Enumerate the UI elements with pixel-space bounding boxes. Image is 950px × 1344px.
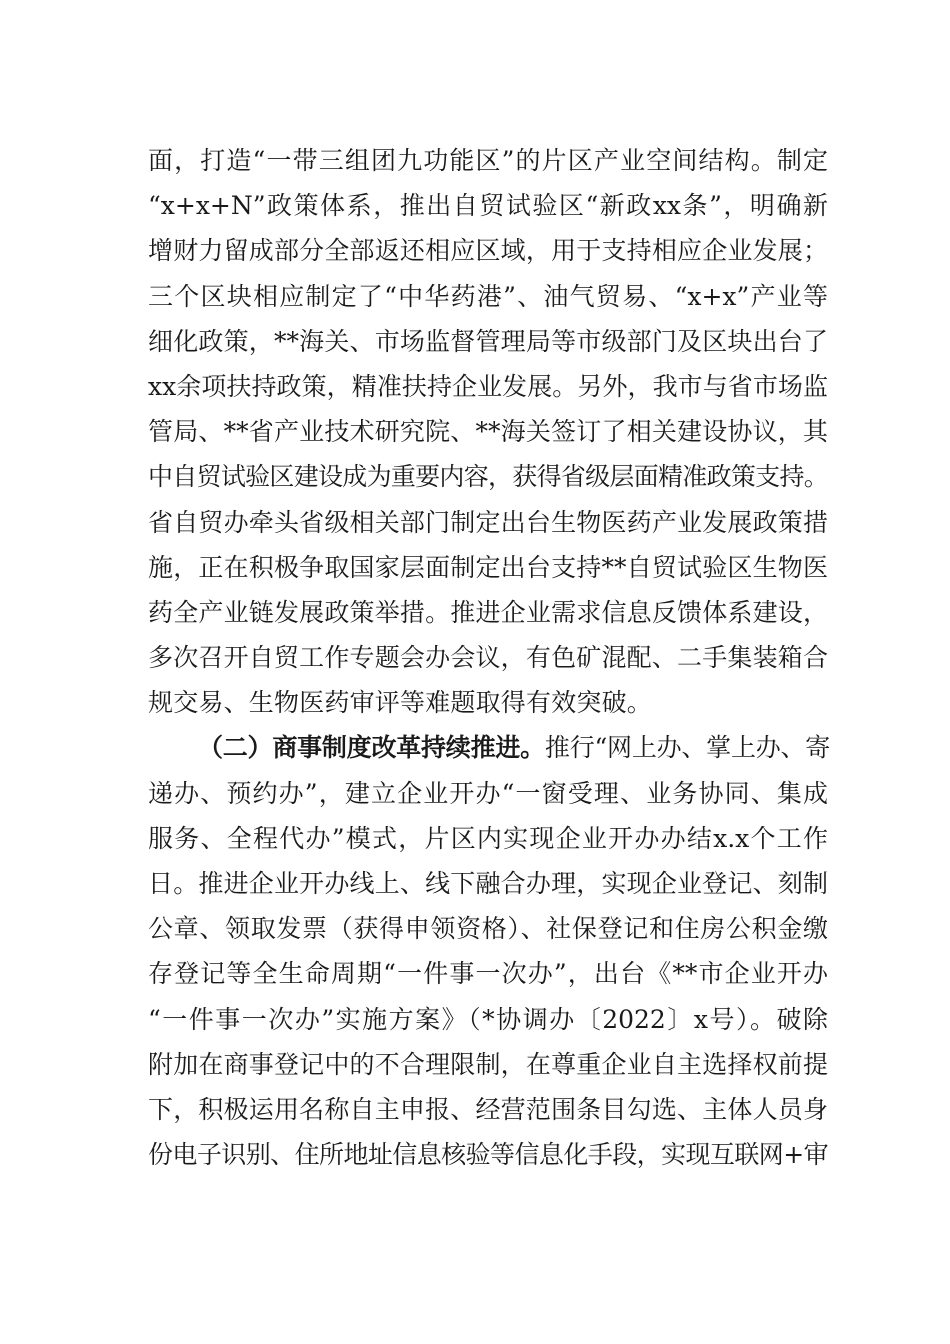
text-line: 细化政策，**海关、市场监督管理局等市级部门及区块出台了	[148, 326, 828, 356]
text-line: “一件事一次办”实施方案》（*协调办〔2022〕x号）。破除	[148, 1004, 828, 1034]
text-line: 下，积极运用名称自主申报、经营范围条目勾选、主体人员身	[148, 1094, 828, 1124]
text-line: 药全产业链发展政策举措。推进企业需求信息反馈体系建设，	[148, 597, 828, 627]
text-line: 省自贸办牵头省级相关部门制定出台生物医药产业发展政策措	[148, 507, 828, 537]
text-line: 多次召开自贸工作专题会办会议，有色矿混配、二手集装箱合	[148, 643, 828, 673]
paragraph-1	[148, 138, 828, 725]
section-2-first-line	[148, 725, 831, 770]
text-line: 增财力留成部分全部返还相应区域，用于支持相应企业发展；	[148, 236, 828, 266]
paragraph-2	[148, 771, 828, 1178]
text-line: 规交易、生物医药审评等难题取得有效突破。	[148, 688, 653, 718]
document-body	[148, 138, 831, 1177]
text-line: 三个区块相应制定了“中华药港”、油气贸易、“x+x”产业等	[148, 281, 828, 311]
text-line: 份电子识别、住所地址信息核验等信息化手段，实现互联网+审	[148, 1140, 828, 1170]
text-line: 面，打造“一带三组团九功能区”的片区产业空间结构。制定	[148, 146, 828, 175]
text-line: 公章、领取发票（获得申领资格）、社保登记和住房公积金缴	[148, 914, 828, 944]
section-2-heading: （二）商事制度改革持续推进。	[198, 733, 545, 763]
text-line: 日。推进企业开办线上、线下融合办理，实现企业登记、刻制	[148, 869, 828, 898]
text-line: xx余项扶持政策，精准扶持企业发展。另外，我市与省市场监	[148, 371, 828, 401]
text-line: 中自贸试验区建设成为重要内容，获得省级层面精准政策支持。	[148, 462, 828, 492]
text-line: “x+x+N”政策体系，推出自贸试验区“新政xx条”，明确新	[148, 191, 828, 221]
text-line: 施，正在积极争取国家层面制定出台支持**自贸试验区生物医	[148, 552, 828, 582]
text-line: 递办、预约办”，建立企业开办“一窗受理、业务协同、集成	[148, 778, 828, 808]
text-line: 服务、全程代办”模式，片区内实现企业开办办结x.x个工作	[148, 823, 828, 853]
text-line: 附加在商事登记中的不合理限制，在尊重企业自主选择权前提	[148, 1049, 828, 1079]
text-line: 存登记等全生命周期“一件事一次办”，出台《**市企业开办	[148, 959, 828, 989]
section-2-first-line-text: 推行“网上办、掌上办、寄	[544, 733, 831, 763]
text-line: 管局、**省产业技术研究院、**海关签订了相关建设协议，其	[148, 417, 828, 447]
